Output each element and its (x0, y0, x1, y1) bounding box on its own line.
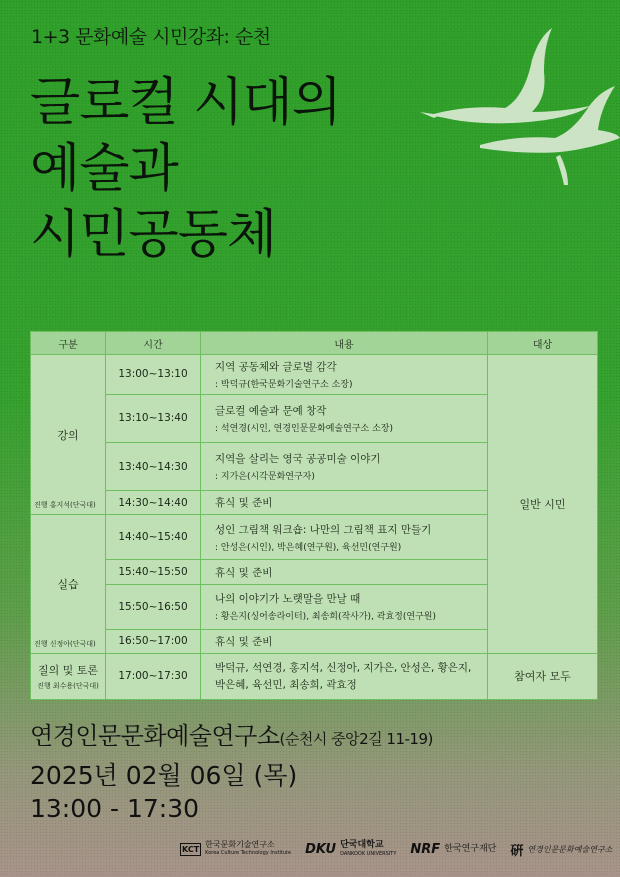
category-discussion (31, 653, 106, 699)
row-title: 지역을 살리는 영국 공공미술 이야기 (215, 453, 381, 466)
kcti-mark: KCT (182, 844, 200, 854)
row-content (201, 560, 488, 584)
row-title: 휴식 및 준비 (215, 497, 273, 510)
event-date: 2025년 02월 06일 (목) (30, 761, 298, 790)
logo-nrf (410, 842, 496, 857)
title-line-1: 글로컬 시대의 (30, 73, 341, 133)
row-content (201, 515, 488, 560)
yk-name: 연경인문문화예술연구소 (527, 844, 613, 854)
row-content (201, 491, 488, 515)
venue (30, 716, 433, 751)
kcti-name: 한국문화기술연구소 (205, 840, 275, 849)
poster-title (30, 70, 341, 268)
row-content (201, 629, 488, 653)
row-title: 글로컬 예술과 문예 창작 (215, 404, 327, 417)
nrf-mark: NRF (410, 841, 441, 857)
logo-kcti (180, 840, 291, 858)
nrf-name: 한국연구재단 (444, 843, 497, 854)
venue-name: 연경인문문화예술연구소 (30, 722, 280, 750)
dku-mark: DKU (305, 841, 337, 857)
category-label: 질의 및 토론 (37, 663, 99, 677)
dku-sub: DANKOOK UNIVERSITY (340, 850, 397, 857)
row-time: 13:40~14:30 (106, 442, 201, 490)
row-title: 나의 이야기가 노랫말을 만날 때 (215, 593, 361, 606)
row-speaker: : 지가은(시각문화연구자) (215, 472, 315, 483)
row-time: 15:40~15:50 (106, 560, 201, 584)
row-title: 성인 그림책 워크숍: 나만의 그림책 표지 만들기 (215, 523, 432, 536)
category-leader: 진행 최수용(단국대) (37, 681, 99, 690)
header-content: 내용 (201, 332, 488, 355)
row-time: 13:00~13:10 (106, 355, 201, 395)
row-content (201, 442, 488, 490)
target-all: 참여자 모두 (488, 653, 598, 699)
row-speaker: : 박덕규(한국문화기술연구소 소장) (215, 379, 353, 390)
category-lecture (31, 355, 106, 515)
category-practice (31, 515, 106, 653)
title-line-3: 시민공동체 (30, 205, 277, 265)
row-speaker: : 황은지(싱어송라이터), 최송희(작사가), 곽효정(연구원) (215, 612, 436, 623)
kicker: 1+3 문화예술 시민강좌: 순천 (31, 26, 271, 48)
header-category: 구분 (31, 332, 106, 355)
event-time: 13:00 - 17:30 (30, 794, 200, 823)
venue-address: (순천시 중앙2길 11-19) (279, 730, 433, 748)
title-line-2: 예술과 (30, 139, 178, 199)
category-leader: 진행 신정아(단국대) (34, 639, 96, 648)
row-speaker: 박은혜, 육선민, 최송희, 곽효정 (215, 679, 357, 692)
row-content (201, 355, 488, 395)
row-time: 16:50~17:00 (106, 629, 201, 653)
row-content (201, 394, 488, 442)
schedule-table (30, 331, 597, 700)
row-title: 휴식 및 준비 (215, 635, 273, 648)
category-label: 실습 (57, 578, 79, 592)
row-speaker: : 안성은(시인), 박은혜(연구원), 육선민(연구원) (215, 542, 402, 553)
row-speaker: : 석연경(시인, 연경인문문화예술연구소 소장) (215, 423, 393, 434)
kcti-sub: Korea Culture Technology Institute (205, 850, 292, 856)
logo-dku (305, 840, 396, 859)
row-time: 14:30~14:40 (106, 491, 201, 515)
category-leader: 진행 홍지석(단국대) (34, 501, 96, 510)
cranes-illustration (410, 20, 620, 190)
row-time: 14:40~15:40 (106, 515, 201, 560)
row-time: 13:10~13:40 (106, 394, 201, 442)
logo-yeonkyung (510, 840, 612, 859)
dku-name: 단국대학교 (340, 839, 384, 850)
row-title: 지역 공동체와 글로벌 감각 (215, 360, 337, 373)
row-title: 휴식 및 준비 (215, 566, 273, 579)
row-title: 박덕규, 석연경, 홍지석, 신정아, 지가은, 안성은, 황은지, (215, 662, 472, 675)
category-label: 강의 (57, 428, 79, 442)
target-general: 일반 시민 (488, 355, 598, 654)
row-content (201, 584, 488, 629)
sponsor-logos (180, 836, 613, 862)
row-content (201, 653, 488, 699)
header-target: 대상 (488, 332, 598, 355)
row-time: 17:00~17:30 (106, 653, 201, 699)
row-time: 15:50~16:50 (106, 584, 201, 629)
yk-mark: 硏 (510, 843, 524, 859)
header-time: 시간 (106, 332, 201, 355)
